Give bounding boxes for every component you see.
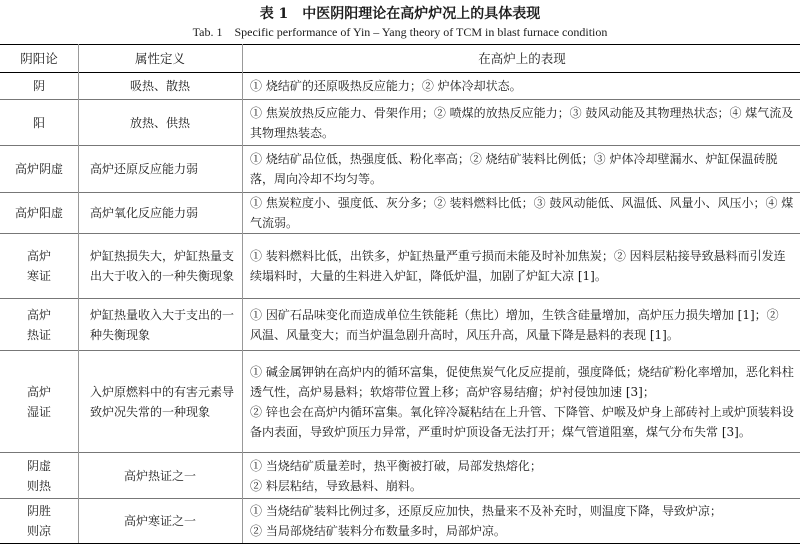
row-theory: 阴胜 则凉	[26, 504, 51, 538]
row-definition: 炉缸热损失大，炉缸热量支出大于收入的一种失衡现象	[90, 249, 235, 283]
row-definition: 炉缸热量收入大于支出的一种失衡现象	[90, 307, 235, 342]
row-performance: ① 焦炭放热反应能力、骨架作用；② 喷煤的放热反应能力；③ 鼓风动能及其物理热状态；④ 煤气流及其物理热装态。	[250, 105, 794, 140]
row-theory: 阴虚 则热	[26, 458, 51, 493]
row-performance: ① 装料燃料比低，出铁多，炉缸热量严重亏损而未能及时补加焦炭；② 因料层粘接导致悬料而引发连续塌料时，大量的生料进入炉缸，降低炉温，加剧了炉缸大凉 [1]。	[250, 249, 786, 283]
row-definition: 吸热、散热	[129, 79, 190, 93]
row-performance: ① 当烧结矿质量差时，热平衡被打破，局部发热熔化； ② 料层粘结，导致悬料、崩料。	[250, 458, 542, 493]
row-definition: 高炉寒证之一	[123, 514, 196, 528]
table-title-en: Tab. 1 Specific performance of Yin – Yang theory of TCM in blast furnace condition	[192, 25, 608, 39]
row-definition: 高炉氧化反应能力弱	[90, 206, 199, 220]
table-bottom-rule	[0, 543, 800, 544]
row-performance: ① 当烧结矿装料比例过多，还原反应加快，热量来不及补充时，则温度下降，导致炉凉； ② 当局部烧结矿装料分布数量多时，局部炉凉。	[250, 504, 722, 538]
row-theory: 高炉 热证	[26, 307, 51, 342]
row-theory: 高炉 寒证	[26, 249, 51, 283]
row-performance: ① 烧结矿品位低，热强度低、粉化率高；② 烧结矿装料比例低；③ 炉体冷却壁漏水、炉缸保温砖脱落，周向冷却不均匀等。	[250, 152, 778, 186]
row-theory: 阴	[32, 79, 45, 93]
header-performance: 在高炉上的表现	[478, 50, 566, 66]
row-theory: 阳	[32, 115, 45, 130]
header-theory: 阴阳论	[20, 50, 58, 66]
row-theory: 高炉 湿证	[26, 384, 51, 419]
row-definition: 高炉热证之一	[123, 468, 196, 483]
row-theory: 高炉阳虚	[14, 206, 63, 220]
row-performance: ① 因矿石品味变化而造成单位生铁能耗（焦比）增加，生铁含硅量增加，高炉压力损失增加 [1]；② 风温、风量变大；而当炉温急剧升高时，风压升高，风量下降是悬料的表现 [1]。	[250, 307, 779, 342]
row-performance: ① 碱金属钾钠在高炉内的循环富集，促使焦炭气化反应提前，强度降低；烧结矿粉化率增加，恶化料柱透气性，高炉易悬料；软熔带位置上移；高炉容易结瘤；炉衬侵蚀加速 [3]； ② 锌也会在高炉内循环富集。氧化锌冷凝粘结在上升管、下降管、炉喉及炉身上部砖衬上或炉顶装料设备内表面，导致炉顶压力异常，严重时炉顶设备无法打开；煤气管道阻塞，煤气分布失常 [3]。	[250, 364, 794, 439]
header-definition: 属性定义	[134, 50, 185, 66]
row-performance: ① 烧结矿的还原吸热反应能力；② 炉体冷却状态。	[250, 79, 522, 93]
row-definition: 放热、供热	[129, 115, 190, 130]
row-theory: 高炉阴虚	[14, 162, 63, 176]
table-title-cn: 表 1 中医阴阳理论在高炉炉况上的具体表现	[259, 6, 541, 22]
row-definition: 入炉原燃料中的有害元素导致炉况失常的一种现象	[90, 384, 235, 419]
row-performance: ① 焦炭粒度小、强度低、灰分多；② 装料燃料比低；③ 鼓风动能低、风温低、风量小、风压小；④ 煤气流弱。	[250, 196, 794, 230]
row-definition: 高炉还原反应能力弱	[90, 162, 199, 176]
